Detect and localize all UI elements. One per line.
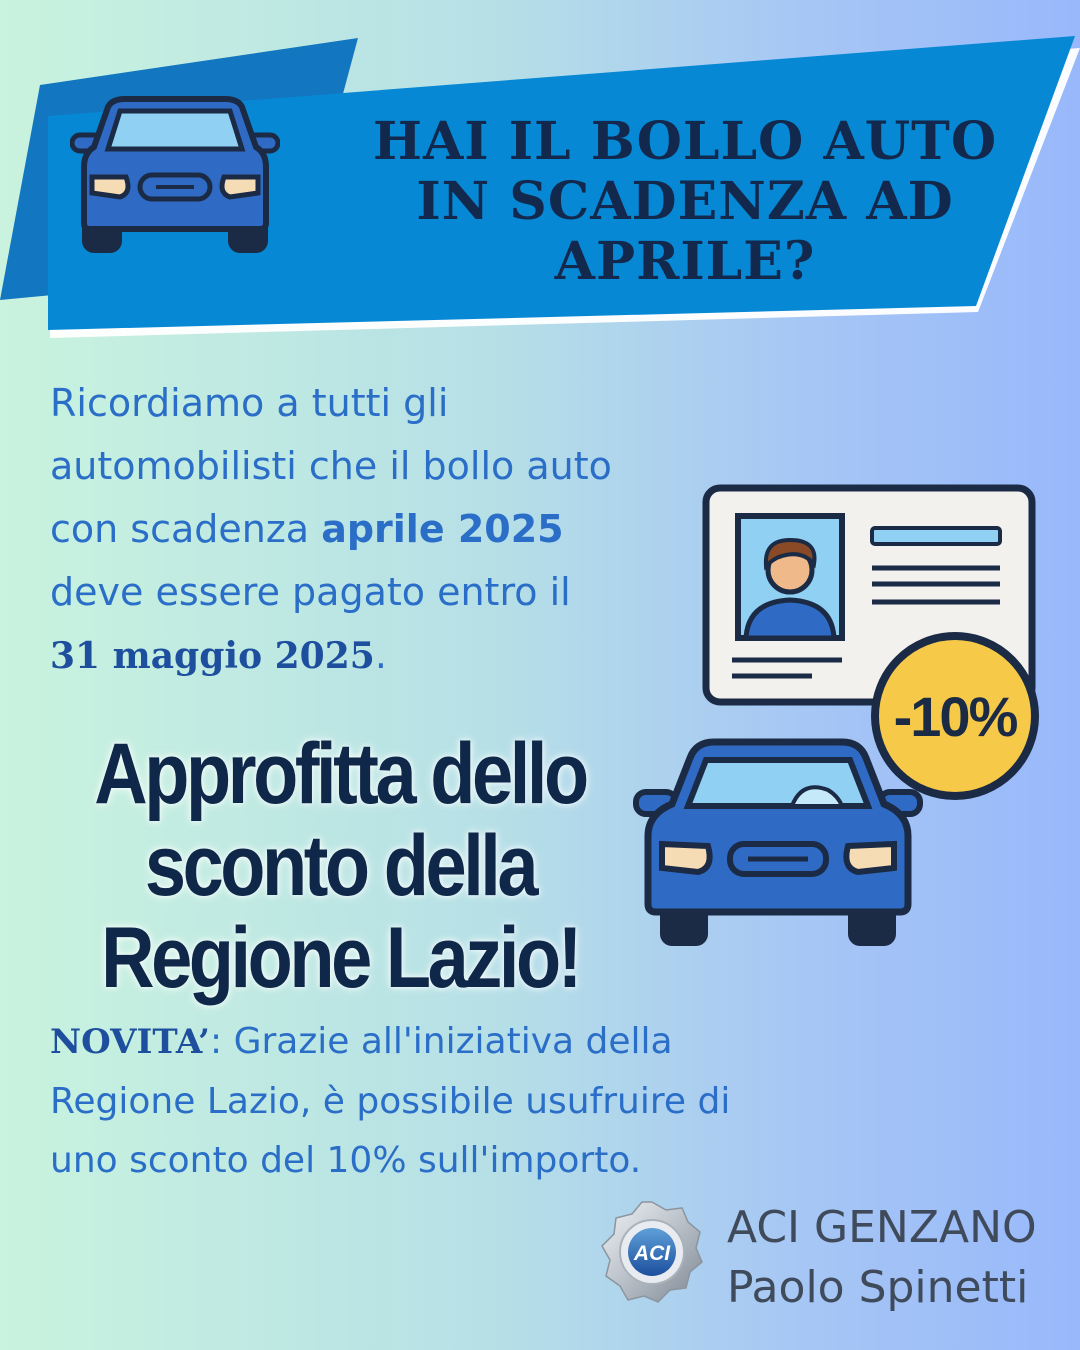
intro-punctuation: . — [374, 633, 387, 677]
intro-line — [50, 624, 710, 688]
call-to-action — [82, 728, 598, 1004]
news-line: uno sconto del 10% sull'importo. — [50, 1140, 642, 1181]
news-text: : Grazie all'iniziativa della — [210, 1021, 673, 1062]
person-name: Paolo Spinetti — [727, 1262, 1029, 1313]
intro-line: automobilisti che il bollo auto — [50, 444, 612, 488]
aci-logo-icon — [600, 1200, 704, 1304]
title-line: IN SCADENZA AD — [416, 171, 954, 232]
news-line — [50, 1012, 830, 1072]
intro-text: con scadenza — [50, 507, 322, 551]
page-title — [360, 112, 1010, 292]
intro-line — [50, 498, 710, 561]
cta-line: sconto della — [144, 818, 536, 914]
discount-badge-text: -10% — [893, 685, 1017, 748]
cta-line: Approfitta dello — [94, 726, 586, 822]
news-paragraph — [50, 1012, 830, 1190]
intro-paragraph — [50, 372, 710, 688]
car-front-icon — [636, 742, 920, 946]
due-month: aprile 2025 — [321, 507, 564, 551]
car-front-icon — [70, 95, 280, 260]
cta-line: Regione Lazio! — [101, 910, 579, 1006]
intro-line: Ricordiamo a tutti gli — [50, 381, 449, 425]
intro-line: deve essere pagato entro il — [50, 570, 571, 614]
discount-illustration — [632, 484, 1052, 954]
news-line: Regione Lazio, è possibile usufruire di — [50, 1081, 731, 1122]
logo-text: ACI — [633, 1242, 671, 1265]
brand-block — [727, 1198, 1037, 1318]
discount-badge-icon — [875, 636, 1035, 796]
title-line: HAI IL BOLLO AUTO — [372, 111, 998, 172]
org-name: ACI GENZANO — [727, 1202, 1037, 1253]
title-line: APRILE? — [554, 231, 816, 292]
deadline-date: 31 maggio 2025 — [50, 635, 375, 677]
news-label: NOVITA’ — [50, 1022, 211, 1062]
